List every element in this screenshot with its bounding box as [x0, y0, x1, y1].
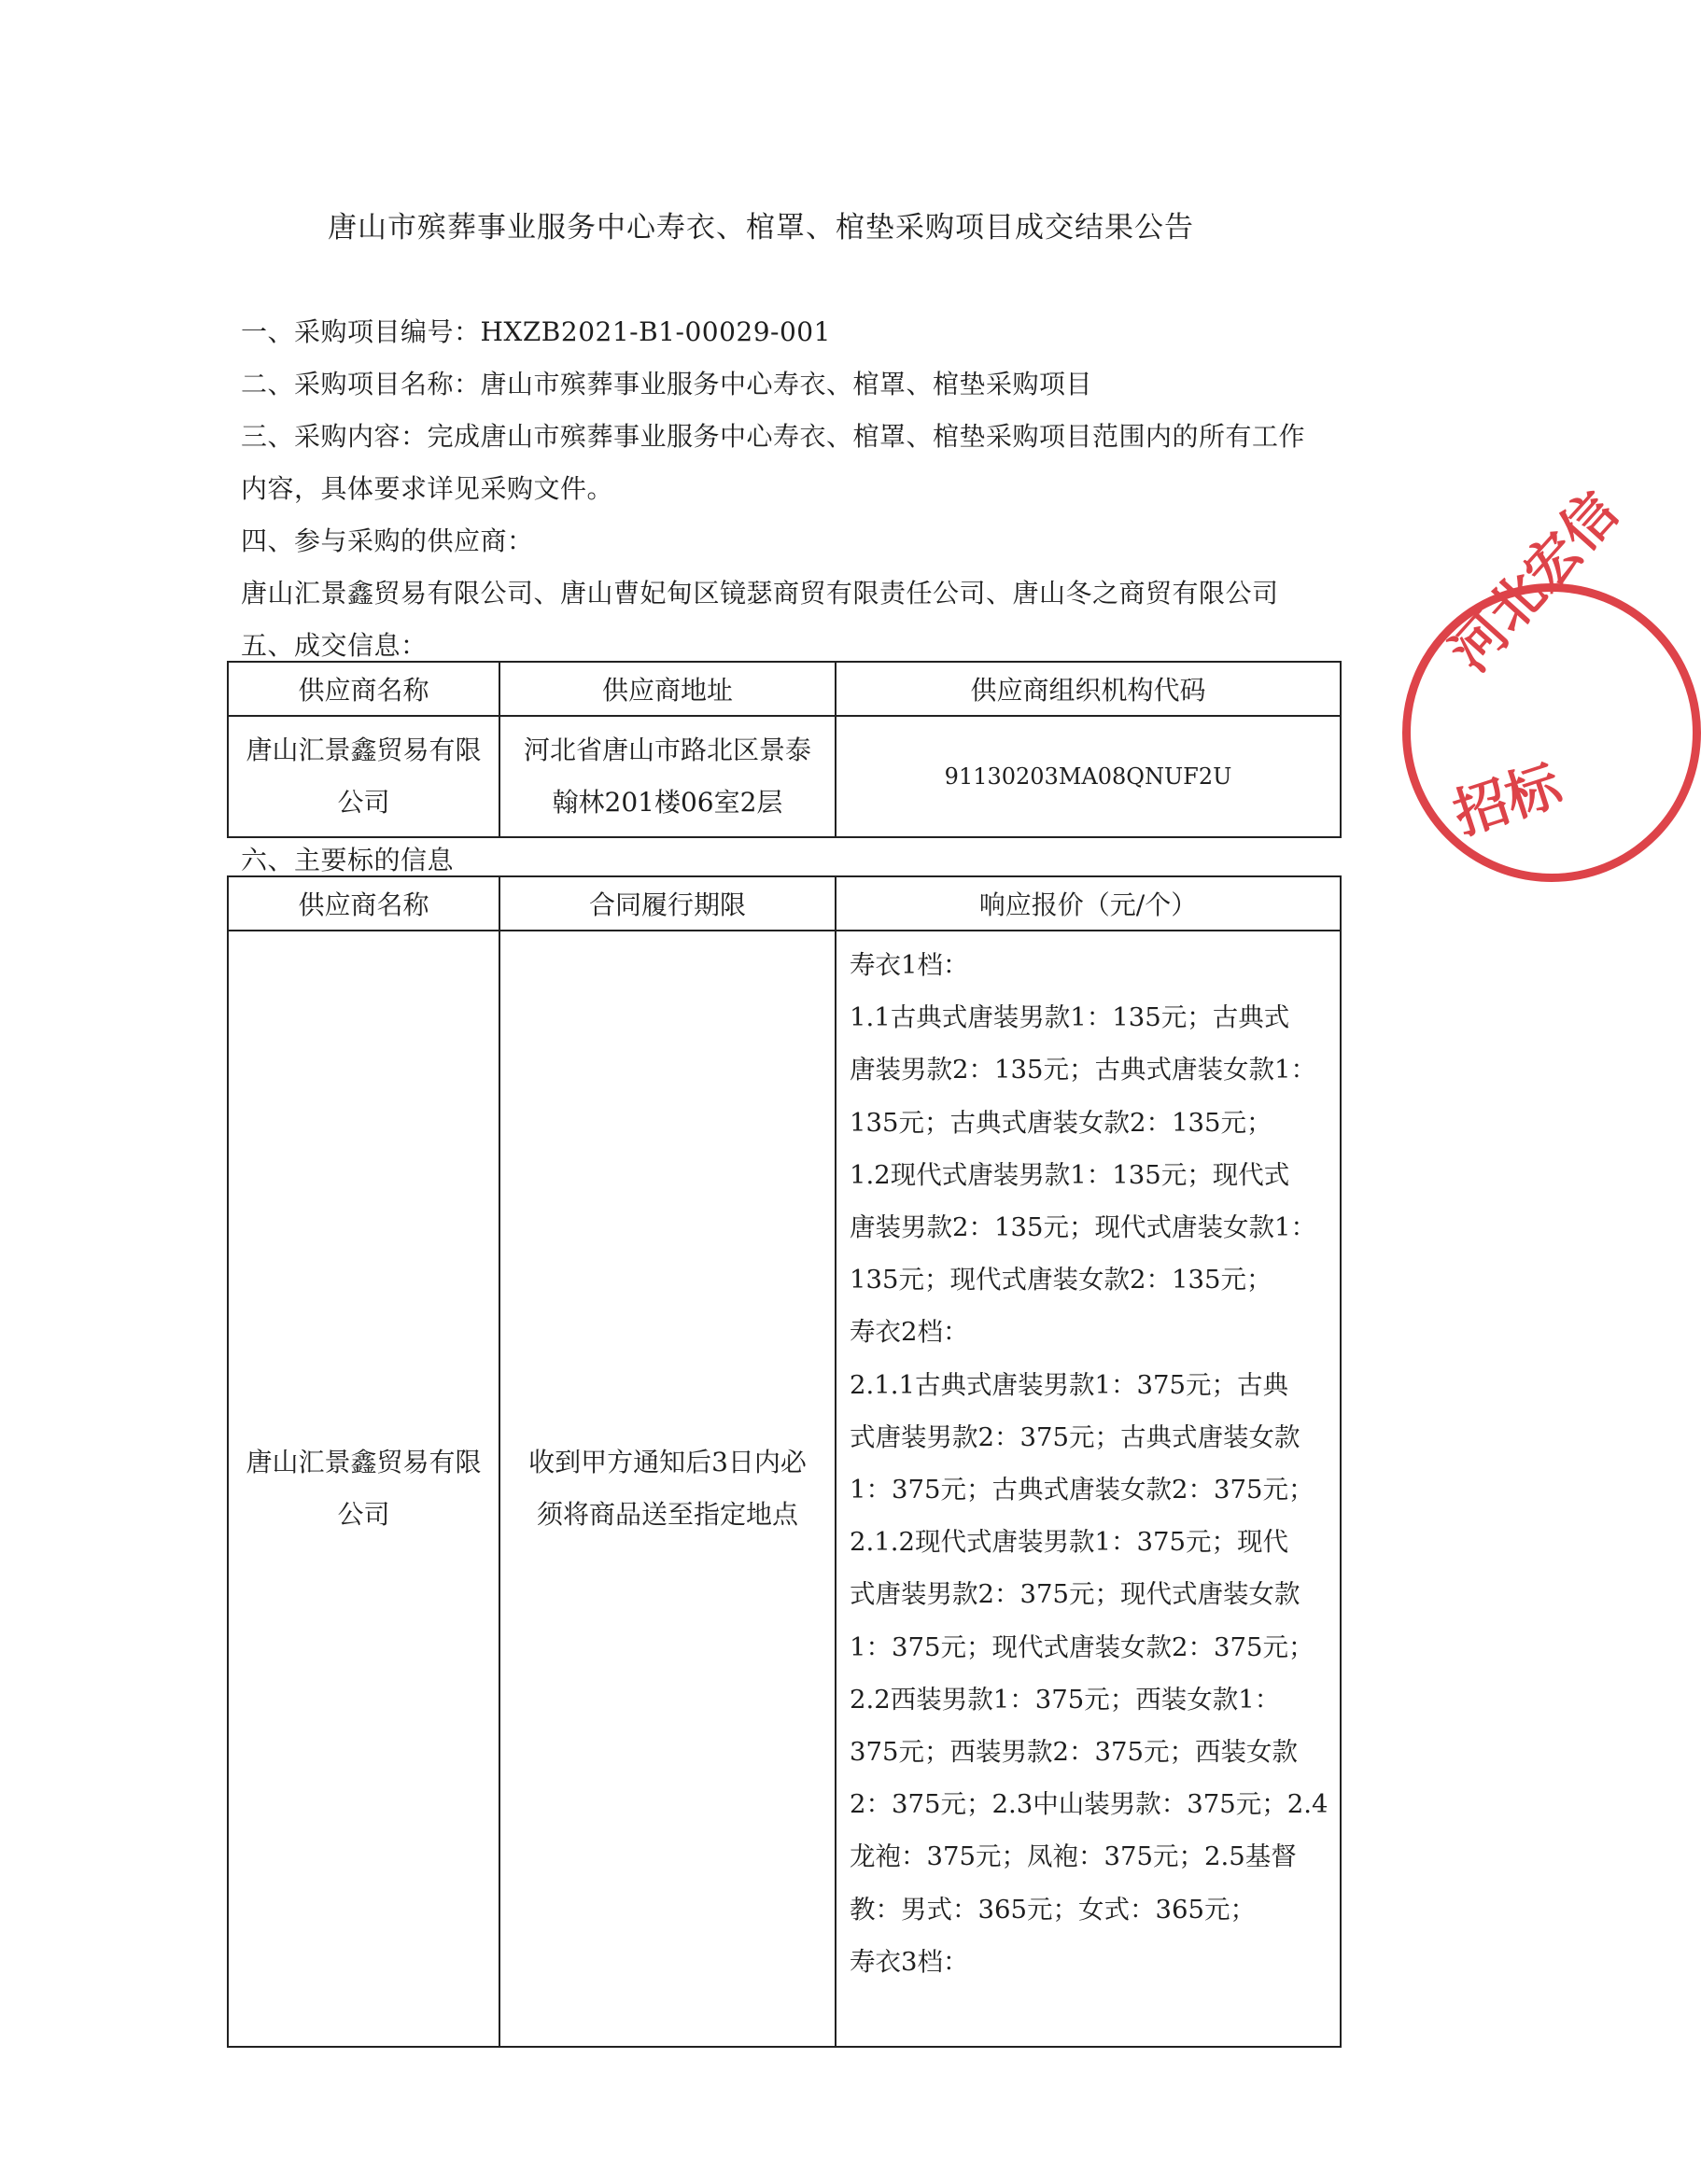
quote-line: 龙袍：375元；凤袍：375元；2.5基督	[850, 1841, 1297, 1872]
quote-line: 1：375元；现代式唐装女款2：375元；	[850, 1631, 1314, 1662]
quote-line: 2.1.2现代式唐装男款1：375元；现代	[850, 1527, 1288, 1558]
item-participating-suppliers: 四、参与采购的供应商：	[241, 525, 534, 556]
target-info-table	[227, 875, 1342, 2048]
quote-line: 教：男式：365元；女式：365元；	[850, 1894, 1256, 1925]
quote-line: 2.1.1古典式唐装男款1：375元；古典	[850, 1369, 1288, 1400]
header-supplier-code: 供应商组织机构代码	[836, 662, 1341, 716]
item-project-number: 一、采购项目编号：HXZB2021-B1-00029-001	[241, 316, 831, 347]
quote-line: 寿衣1档：	[850, 950, 969, 980]
quote-line: 135元；现代式唐装女款2：135元；	[850, 1265, 1272, 1295]
table-header-row	[228, 662, 1341, 716]
quote-line: 寿衣3档：	[850, 1946, 969, 1977]
quote-line: 唐装男款2：135元；古典式唐装女款1：	[850, 1055, 1316, 1085]
cell-supplier-name: 唐山汇景鑫贸易有限公司	[228, 716, 499, 837]
seal-text-bottom: 招标	[1445, 752, 1569, 847]
suppliers-list: 唐山汇景鑫贸易有限公司、唐山曹妃甸区镜瑟商贸有限责任公司、唐山冬之商贸有限公司	[241, 578, 1279, 609]
item-procurement-content-cont: 内容，具体要求详见采购文件。	[241, 473, 614, 504]
item-procurement-content: 三、采购内容：完成唐山市殡葬事业服务中心寿衣、棺罩、棺垫采购项目范围内的所有工作	[241, 421, 1306, 452]
cell-quote	[836, 931, 1341, 2047]
quote-line: 1.2现代式唐装男款1：135元；现代式	[850, 1159, 1290, 1190]
quote-line: 唐装男款2：135元；现代式唐装女款1：	[850, 1212, 1316, 1243]
quote-line: 2.2西装男款1：375元；西装女款1：	[850, 1684, 1281, 1715]
cell-contract-period: 收到甲方通知后3日内必须将商品送至指定地点	[499, 931, 836, 2047]
quote-line: 寿衣2档：	[850, 1317, 969, 1348]
item-deal-info: 五、成交信息：	[241, 630, 428, 661]
page-title: 唐山市殡葬事业服务中心寿衣、棺罩、棺垫采购项目成交结果公告	[328, 211, 1194, 245]
header-supplier-address: 供应商地址	[499, 662, 836, 716]
cell-supplier-address: 河北省唐山市路北区景泰翰林201楼06室2层	[499, 716, 836, 837]
quote-line: 式唐装男款2：375元；古典式唐装女款	[850, 1421, 1300, 1452]
header-quote: 响应报价（元/个）	[836, 876, 1341, 931]
quote-line: 式唐装男款2：375元；现代式唐装女款	[850, 1579, 1300, 1610]
header-contract-period: 合同履行期限	[499, 876, 836, 931]
item-project-name: 二、采购项目名称：唐山市殡葬事业服务中心寿衣、棺罩、棺垫采购项目	[241, 369, 1093, 399]
header-supplier-name: 供应商名称	[228, 876, 499, 931]
deal-info-table	[227, 661, 1342, 838]
item-target-info: 六、主要标的信息	[241, 845, 455, 875]
quote-line: 2：375元；2.3中山装男款：375元；2.4	[850, 1789, 1328, 1820]
seal-text-top: 河北宏信	[1438, 480, 1631, 684]
quote-line: 135元；古典式唐装女款2：135元；	[850, 1107, 1272, 1138]
company-seal	[1402, 480, 1701, 882]
table-row	[228, 716, 1341, 837]
quote-line: 1.1古典式唐装男款1：135元；古典式	[850, 1002, 1290, 1033]
cell-supplier-code: 91130203MA08QNUF2U	[836, 716, 1341, 837]
header-supplier-name: 供应商名称	[228, 662, 499, 716]
table-header-row	[228, 876, 1341, 931]
cell-supplier-name: 唐山汇景鑫贸易有限公司	[228, 931, 499, 2047]
quote-line: 1：375元；古典式唐装女款2：375元；	[850, 1475, 1314, 1505]
table-row	[228, 931, 1341, 2047]
quote-line: 375元；西装男款2：375元；西装女款	[850, 1737, 1298, 1768]
